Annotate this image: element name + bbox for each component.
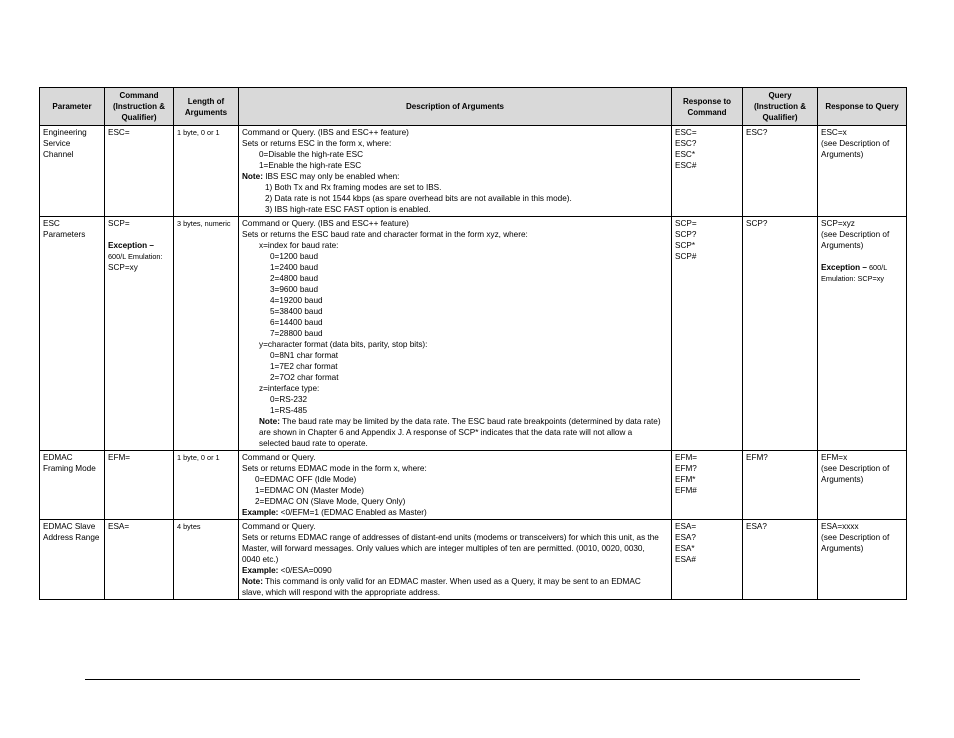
cell-parameter (40, 217, 105, 451)
response-line: ESC* (675, 150, 696, 159)
response-line: SCP? (675, 230, 697, 239)
parameter-line: EDMAC (43, 453, 73, 462)
note-label: Note: (259, 417, 280, 426)
response-line: ESC= (675, 128, 697, 137)
cell-description (239, 451, 672, 520)
desc-line: Command or Query. (IBS and ESC++ feature) (242, 128, 409, 137)
header-description: Description of Arguments (239, 88, 672, 126)
response-query-line: Arguments) (821, 544, 864, 553)
header-response-to-query: Response to Query (818, 88, 907, 126)
command-table (39, 87, 907, 600)
parameter-line: Parameters (43, 230, 86, 239)
desc-example (242, 565, 668, 576)
desc-line: z=interface type: (259, 384, 320, 393)
cell-parameter (40, 126, 105, 217)
header-row (40, 88, 907, 126)
length-text: 1 byte, 0 or 1 (177, 453, 220, 462)
cell-length (174, 520, 239, 600)
response-line: ESC? (675, 139, 697, 148)
response-line: EFM# (675, 486, 697, 495)
response-query-line: (see Description of (821, 533, 890, 542)
efm-option: 2=EDMAC ON (Slave Mode, Query Only) (255, 497, 406, 506)
cell-response-query (818, 217, 907, 451)
desc-paragraph: Sets or returns EDMAC range of addresses of distant-end units (modems or transceivers) for which this unit, as the Master, will forward messages. Only values which are integer multiples of ten are permitted. (0010, 0020, 0030, 0040 etc.) (242, 533, 659, 564)
query-text: ESA? (746, 522, 767, 531)
query-text: ESC? (746, 128, 768, 137)
response-query-line: Arguments) (821, 241, 864, 250)
response-query-line: EFM=x (821, 453, 848, 462)
response-line: ESA= (675, 522, 697, 531)
parameter-line: ESC (43, 219, 60, 228)
baud-option: 5=38400 baud (270, 307, 323, 316)
response-query-line: Arguments) (821, 150, 864, 159)
desc-line: x=index for baud rate: (259, 241, 339, 250)
desc-line: Command or Query. (242, 522, 316, 531)
desc-line: Sets or returns EDMAC mode in the form x, where: (242, 464, 427, 473)
baud-option: 1=2400 baud (270, 263, 319, 272)
note-text: This command is only valid for an EDMAC master. When used as a Query, it may be sent to an EDMAC slave, which will respond with the appropriate address. (242, 577, 641, 597)
response-line: SCP= (675, 219, 697, 228)
response-line: SCP# (675, 252, 697, 261)
response-line: ESA* (675, 544, 695, 553)
desc-line: 0=Disable the high-rate ESC (259, 150, 363, 159)
parameter-line: Channel (43, 150, 74, 159)
response-query-line: ESA=xxxx (821, 522, 859, 531)
response-query-exception (821, 262, 903, 284)
parameter-line: Service (43, 139, 71, 148)
table-row-scp (40, 217, 907, 451)
desc-line: Command or Query. (242, 453, 316, 462)
baud-option: 6=14400 baud (270, 318, 323, 327)
desc-note (242, 171, 668, 182)
baud-option: 7=28800 baud (270, 329, 323, 338)
table-row-efm (40, 451, 907, 520)
header-parameter: Parameter (40, 88, 105, 126)
header-response-to-command: Response to Command (672, 88, 743, 126)
response-line: ESA# (675, 555, 696, 564)
note-label: Note: (242, 172, 263, 181)
cell-command (105, 520, 174, 600)
command-text: ESC= (108, 128, 130, 137)
response-line: EFM* (675, 475, 696, 484)
parameter-line: Address Range (43, 533, 100, 542)
response-line: ESC# (675, 161, 697, 170)
baud-option: 0=1200 baud (270, 252, 319, 261)
parameter-line: Engineering (43, 128, 87, 137)
cell-length (174, 217, 239, 451)
cell-length (174, 451, 239, 520)
footer-divider (85, 679, 860, 680)
response-line: EFM= (675, 453, 698, 462)
note-text: IBS ESC may only be enabled when: (262, 172, 400, 181)
response-line: EFM? (675, 464, 697, 473)
response-query-line: Arguments) (821, 475, 864, 484)
cell-description (239, 217, 672, 451)
desc-line: 1=Enable the high-rate ESC (259, 161, 362, 170)
response-query-line: (see Description of (821, 464, 890, 473)
desc-line: y=character format (data bits, parity, stop bits): (259, 340, 428, 349)
command-text: ESA= (108, 522, 130, 531)
exception-text: SCP=xy (108, 263, 138, 272)
cell-parameter (40, 520, 105, 600)
response-query-line: SCP=xyz (821, 219, 855, 228)
cell-response-query (818, 520, 907, 600)
char-option: 1=7E2 char format (270, 362, 338, 371)
length-text: 3 bytes, numeric (177, 219, 231, 228)
response-line: ESA? (675, 533, 696, 542)
desc-example (242, 507, 668, 518)
cell-query (743, 451, 818, 520)
baud-option: 2=4800 baud (270, 274, 319, 283)
cell-response-command (672, 126, 743, 217)
example-text: <0/EFM=1 (EDMAC Enabled as Master) (278, 508, 427, 517)
desc-line: Sets or returns the ESC baud rate and character format in the form xyz, where: (242, 230, 528, 239)
baud-option: 3=9600 baud (270, 285, 319, 294)
baud-option: 4=19200 baud (270, 296, 323, 305)
command-text: EFM= (108, 453, 131, 462)
cell-response-command (672, 451, 743, 520)
efm-option: 0=EDMAC OFF (Idle Mode) (255, 475, 357, 484)
length-text: 1 byte, 0 or 1 (177, 128, 220, 137)
cell-length (174, 126, 239, 217)
desc-line: Sets or returns ESC in the form x, where: (242, 139, 392, 148)
cell-response-command (672, 520, 743, 600)
example-label: Example: (242, 508, 279, 517)
response-query-line: (see Description of (821, 139, 890, 148)
iface-option: 0=RS-232 (270, 395, 308, 404)
response-line: SCP* (675, 241, 696, 250)
length-text: 4 bytes (177, 522, 201, 531)
note-label: Note: (242, 577, 263, 586)
query-text: SCP? (746, 219, 768, 228)
exception-label: Exception – (821, 263, 867, 272)
exception-label: Exception – (108, 241, 154, 250)
exception-text: 600/L Emulation: (108, 252, 163, 261)
query-text: EFM? (746, 453, 768, 462)
cell-query (743, 520, 818, 600)
desc-line: 2) Data rate is not 1544 kbps (as spare overhead bits are not available in this mode). (265, 194, 572, 203)
desc-line: 3) IBS high-rate ESC FAST option is enabled. (265, 205, 431, 214)
efm-option: 1=EDMAC ON (Master Mode) (255, 486, 364, 495)
cell-query (743, 217, 818, 451)
cell-parameter (40, 451, 105, 520)
example-text: <0/ESA=0090 (278, 566, 332, 575)
desc-line: 1) Both Tx and Rx framing modes are set to IBS. (265, 183, 442, 192)
cell-query (743, 126, 818, 217)
cell-description (239, 520, 672, 600)
cell-response-command (672, 217, 743, 451)
response-query-line: (see Description of (821, 230, 890, 239)
desc-note (242, 576, 668, 598)
note-text: The baud rate may be limited by the data rate. The ESC baud rate breakpoints (determined by data rate) are shown in Chapter 6 and Appendix J. A response of SCP* indicates that the data rate will not allow a selected baud rate to operate. (259, 417, 661, 448)
char-option: 2=7O2 char format (270, 373, 339, 382)
desc-note (242, 416, 668, 449)
parameter-line: EDMAC Slave (43, 522, 96, 531)
header-query: Query (Instruction & Qualifier) (743, 88, 818, 126)
char-option: 0=8N1 char format (270, 351, 339, 360)
exception-text: 600/L Emulation: SCP=xy (821, 263, 887, 283)
cell-command (105, 126, 174, 217)
cell-command (105, 217, 174, 451)
table-row-esa (40, 520, 907, 600)
response-query-line: ESC=x (821, 128, 847, 137)
parameter-line: Framing Mode (43, 464, 96, 473)
table-row-esc (40, 126, 907, 217)
cell-description (239, 126, 672, 217)
header-length: Length of Arguments (174, 88, 239, 126)
cell-response-query (818, 126, 907, 217)
example-label: Example: (242, 566, 279, 575)
cell-response-query (818, 451, 907, 520)
desc-line: Command or Query. (IBS and ESC++ feature) (242, 219, 409, 228)
header-command: Command (Instruction & Qualifier) (105, 88, 174, 126)
cell-command (105, 451, 174, 520)
iface-option: 1=RS-485 (270, 406, 308, 415)
command-text: SCP= (108, 219, 130, 228)
